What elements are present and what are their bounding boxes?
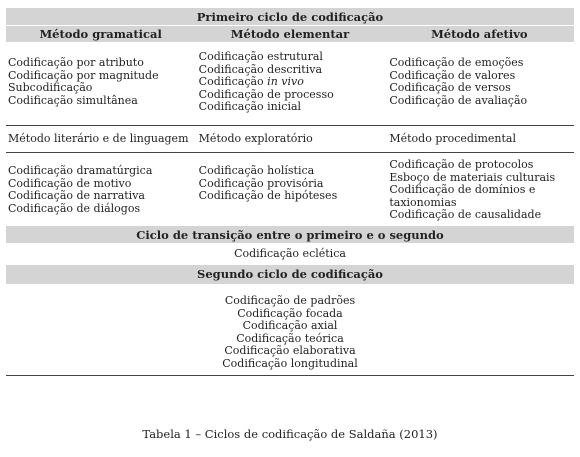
list-item: Codificação de processo	[198, 87, 334, 101]
block2-col2	[193, 159, 384, 222]
list-item: Codificação de narrativa	[8, 189, 145, 202]
first-cycle-title: Primeiro ciclo de codificação	[6, 8, 574, 25]
block2-row	[6, 153, 574, 225]
list-item: Codificação por atributo	[8, 56, 144, 69]
list-item: Codificação elaborativa	[224, 344, 356, 357]
list-item: Codificação de versos	[389, 81, 511, 94]
in-vivo-italic: in vivo	[267, 75, 304, 88]
block2-col1	[6, 159, 193, 222]
transition-item: Codificação eclética	[234, 246, 346, 260]
list-item: Codificação focada	[237, 306, 343, 320]
second-cycle-list	[6, 284, 574, 375]
transition-title: Ciclo de transição entre o primeiro e o segundo	[6, 226, 574, 243]
block1-col3	[383, 51, 574, 114]
header-grammatical: Método gramatical	[39, 27, 162, 41]
list-item: Codificação de padrões	[224, 294, 356, 307]
list-item: Subcodificação	[8, 81, 93, 94]
second-cycle-title: Segundo ciclo de codificação	[6, 265, 574, 284]
list-item: taxionomias	[389, 195, 457, 209]
list-item: Codificação axial	[242, 319, 338, 332]
bottom-rule	[6, 375, 574, 376]
list-item: Codificação descritiva	[198, 62, 323, 76]
list-item: Codificação holística	[198, 164, 315, 177]
list-item: Codificação de causalidade	[389, 208, 542, 221]
list-item: Codificação de diálogos	[8, 201, 141, 215]
list-item: Codificação simultânea	[8, 93, 138, 107]
method-exploratory: Método exploratório	[198, 131, 313, 145]
header-elemental: Método elementar	[230, 27, 350, 41]
list-item: Codificação de hipóteses	[198, 189, 338, 202]
coding-cycles-table	[6, 8, 574, 376]
method-headers	[6, 25, 574, 42]
method-literary: Método literário e de linguagem	[8, 131, 189, 145]
list-item: Codificação longitudinal	[222, 356, 358, 370]
list-item: Codificação teórica	[236, 331, 344, 345]
list-item: Codificação por magnitude	[8, 68, 159, 82]
list-item: Codificação de valores	[389, 68, 516, 82]
table-caption: Tabela 1 – Ciclos de codificação de Saldaña (2013)	[142, 427, 438, 441]
list-item: Codificação de domínios e	[389, 183, 536, 196]
list-item: Codificação in vivo	[198, 75, 304, 88]
method-row	[6, 126, 574, 153]
list-item: Codificação de emoções	[389, 56, 524, 69]
block1-row	[6, 42, 574, 125]
list-item: Codificação estrutural	[198, 50, 323, 63]
header-affective: Método afetivo	[431, 27, 528, 41]
list-item: Codificação provisória	[198, 176, 324, 190]
block2-col3	[383, 159, 574, 222]
list-item: Codificação de protocolos	[389, 158, 534, 171]
list-item: Codificação de motivo	[8, 176, 132, 190]
list-item: Codificação de avaliação	[389, 93, 528, 107]
list-item: Codificação dramatúrgica	[8, 164, 153, 177]
block1-col1	[6, 51, 193, 114]
method-procedural: Método procedimental	[389, 131, 516, 145]
list-item: Esboço de materiais culturais	[389, 170, 556, 184]
block1-col2	[193, 51, 384, 114]
list-item: Codificação inicial	[198, 100, 302, 113]
